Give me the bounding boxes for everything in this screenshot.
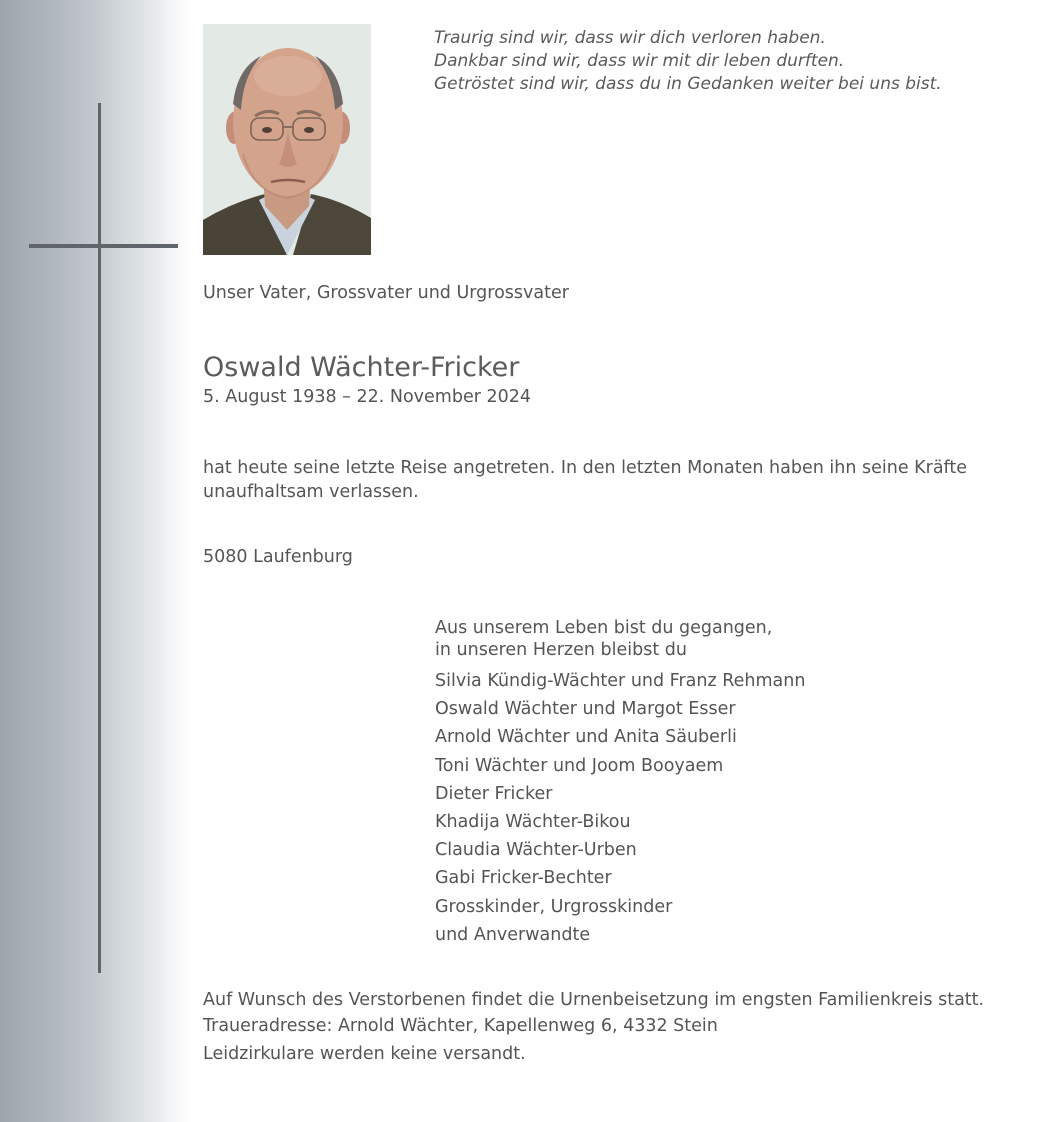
family-list xyxy=(435,667,805,949)
footer-notes xyxy=(203,989,1003,1068)
circular-notice: Leidzirkulare werden keine versandt. xyxy=(203,1044,526,1064)
life-dates: 5. August 1938 – 22. November 2024 xyxy=(203,387,532,407)
quote-line: Getröstet sind wir, dass du in Gedanken weiter bei uns bist. xyxy=(434,74,942,94)
obituary-message: hat heute seine letzte Reise angetreten. In den letzten Monaten haben ihn seine Kräfte unaufhaltsam verlassen. xyxy=(203,458,968,502)
family-member: Arnold Wächter und Anita Säuberli xyxy=(435,727,737,748)
family-member: Claudia Wächter-Urben xyxy=(435,840,637,861)
memorial-quote xyxy=(434,27,1024,96)
farewell-verse xyxy=(435,617,805,661)
family-member: und Anverwandte xyxy=(435,924,591,945)
family-member: Gabi Fricker-Bechter xyxy=(435,868,612,889)
verse-line: in unseren Herzen bleibst du xyxy=(435,640,687,660)
mourners-section xyxy=(435,617,805,949)
cross-horizontal-bar xyxy=(29,244,178,248)
family-member: Oswald Wächter und Margot Esser xyxy=(435,699,736,720)
family-member: Silvia Kündig-Wächter und Franz Rehmann xyxy=(435,671,806,691)
relation-intro: Unser Vater, Grossvater und Urgrossvater xyxy=(203,283,569,303)
family-member: Khadija Wächter-Bikou xyxy=(435,812,631,833)
portrait-photo xyxy=(203,24,371,255)
burial-notice: Auf Wunsch des Verstorbenen findet die Urnenbeisetzung im engsten Familienkreis statt. xyxy=(203,990,985,1010)
deceased-name: Oswald Wächter-Fricker xyxy=(203,352,520,383)
verse-line: Aus unserem Leben bist du gegangen, xyxy=(435,618,773,638)
cross-vertical-bar xyxy=(98,103,101,973)
quote-line: Dankbar sind wir, dass wir mit dir leben durften. xyxy=(434,51,845,71)
family-member: Grosskinder, Urgrosskinder xyxy=(435,896,673,917)
family-member: Dieter Fricker xyxy=(435,783,553,804)
family-member: Toni Wächter und Joom Booyaem xyxy=(435,755,724,776)
residence-place: 5080 Laufenburg xyxy=(203,547,353,567)
quote-line: Traurig sind wir, dass wir dich verloren haben. xyxy=(434,28,826,48)
side-gradient-band xyxy=(0,0,190,1122)
mourning-address: Traueradresse: Arnold Wächter, Kapellenweg 6, 4332 Stein xyxy=(203,1016,718,1036)
